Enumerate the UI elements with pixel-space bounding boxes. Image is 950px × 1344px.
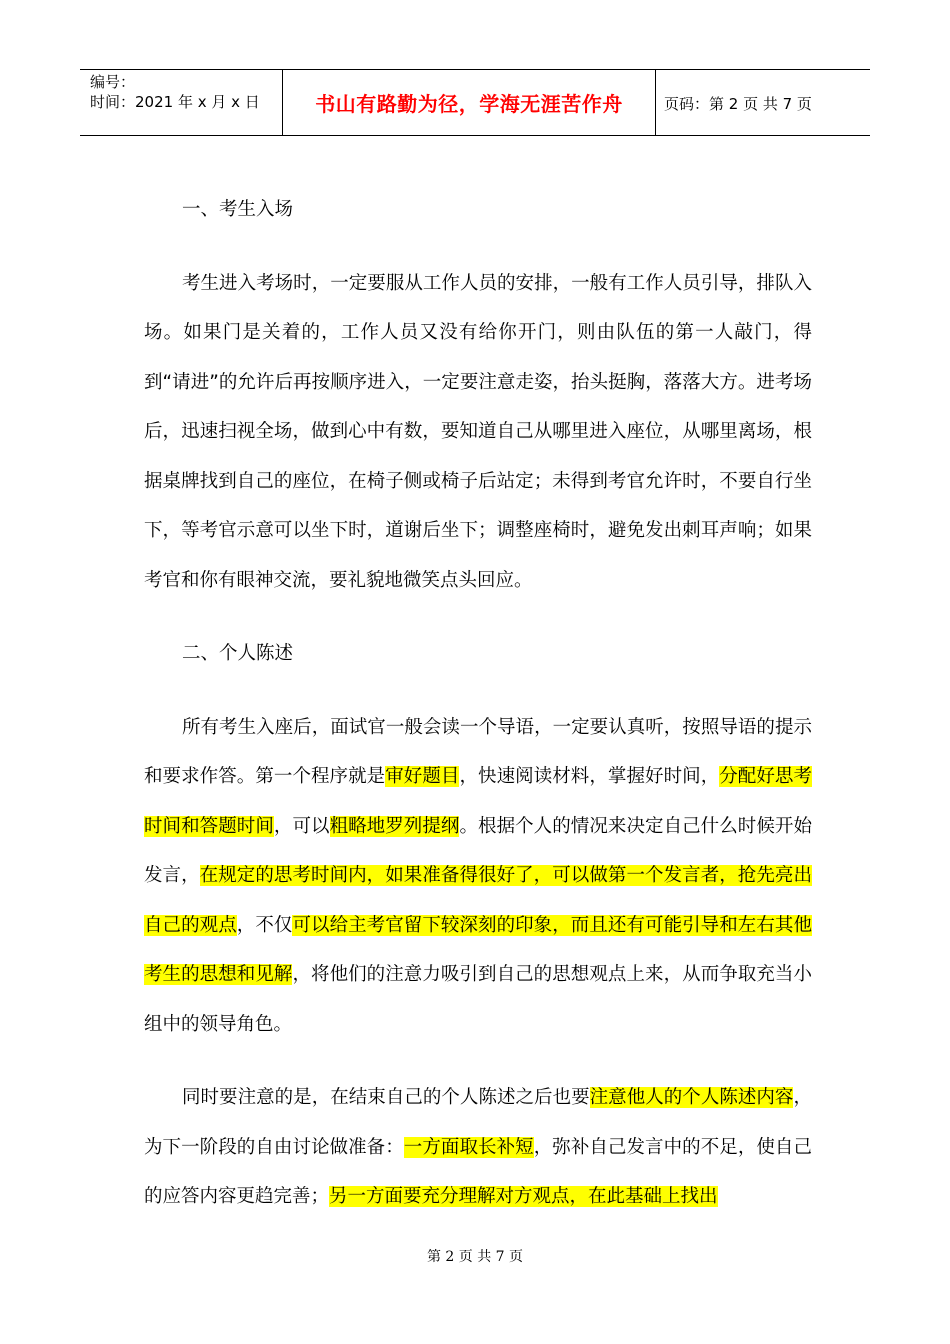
spacer — [144, 1049, 812, 1073]
spacer — [144, 605, 812, 629]
header-page-info: 页码：第 2 页 共 7 页 — [664, 95, 812, 113]
text-run: ，为下一阶段的自由讨论做准备： — [144, 1087, 812, 1158]
spacer — [144, 679, 812, 703]
header-motto: 书山有路勤为径，学海无涯苦作舟 — [315, 92, 623, 116]
header-divider-right — [655, 69, 656, 136]
text-run: ，快速阅读材料，掌握好时间， — [459, 766, 720, 787]
highlighted-text: 另一方面要充分理解对方观点，在此基础上找出 — [329, 1186, 718, 1207]
text-run: 所有考生入座后，面试官一般会读一个导语，一定要认真听，按照导语的提示和要求作答。第一个程序就是 — [144, 716, 812, 787]
header-meta — [90, 72, 280, 112]
section-heading-statement: 二、个人陈述 — [182, 643, 294, 664]
text-run: 。根据个人的情况来决定自己什么时候开始发言， — [144, 815, 812, 886]
spacer — [144, 235, 812, 259]
highlighted-text: 一方面取长补短 — [403, 1136, 534, 1158]
paragraph-statement-1 — [144, 703, 812, 1050]
header-bottom-rule — [80, 135, 870, 136]
text-run: ，不仅 — [236, 914, 293, 936]
document-body — [144, 185, 812, 1222]
paragraph-entry: 考生进入考场时，一定要服从工作人员的安排，一般有工作人员引导，排队入场。如果门是关着的，工作人员又没有给你开门，则由队伍的第一人敲门，得到“请进”的允许后再按顺序进入，一定要注意走姿，抬头挺胸，落落大方。进考场后，迅速扫视全场，做到心中有数，要知道自己从哪里进入座位，从哪里离场，根据桌牌找到自己的座位，在椅子侧或椅子后站定；未得到考官允许时，不要自行坐下，等考官示意可以坐下时，道谢后坐下；调整座椅时，避免发出刺耳声响；如果考官和你有眼神交流，要礼貌地微笑点头回应。 — [144, 272, 812, 591]
header-time: 时间：2021 年 x 月 x 日 — [90, 93, 260, 111]
page-footer: 第 2 页 共 7 页 — [426, 1249, 524, 1265]
text-run: ，弥补自己发言中的不足，使自己的应答内容更趋完善； — [144, 1136, 812, 1207]
highlighted-text: 分配好思考时间和答题时间 — [144, 766, 812, 837]
text-run: ，将他们的注意力吸引到自己的思想观点上来，从而争取充当小组中的领导角色。 — [144, 964, 812, 1035]
paragraph-statement-2 — [144, 1073, 812, 1222]
text-run: ，可以 — [273, 815, 330, 837]
text-run: 同时要注意的是，在结束自己的个人陈述之后也要 — [182, 1087, 590, 1108]
section-heading-entry: 一、考生入场 — [182, 199, 294, 220]
highlighted-text: 审好题目 — [385, 766, 460, 787]
highlighted-text: 粗略地罗列提纲 — [329, 815, 460, 837]
header-top-rule — [80, 69, 870, 70]
highlighted-text: 可以给主考官留下较深刻的印象，而且还有可能引导和左右其他考生的思想和见解 — [144, 914, 812, 985]
highlighted-text: 注意他人的个人陈述内容 — [589, 1087, 794, 1108]
header-number: 编号： — [90, 73, 136, 91]
highlighted-text: 在规定的思考时间内，如果准备得很好了，可以做第一个发言者，抢先亮出自己的观点 — [144, 865, 812, 936]
